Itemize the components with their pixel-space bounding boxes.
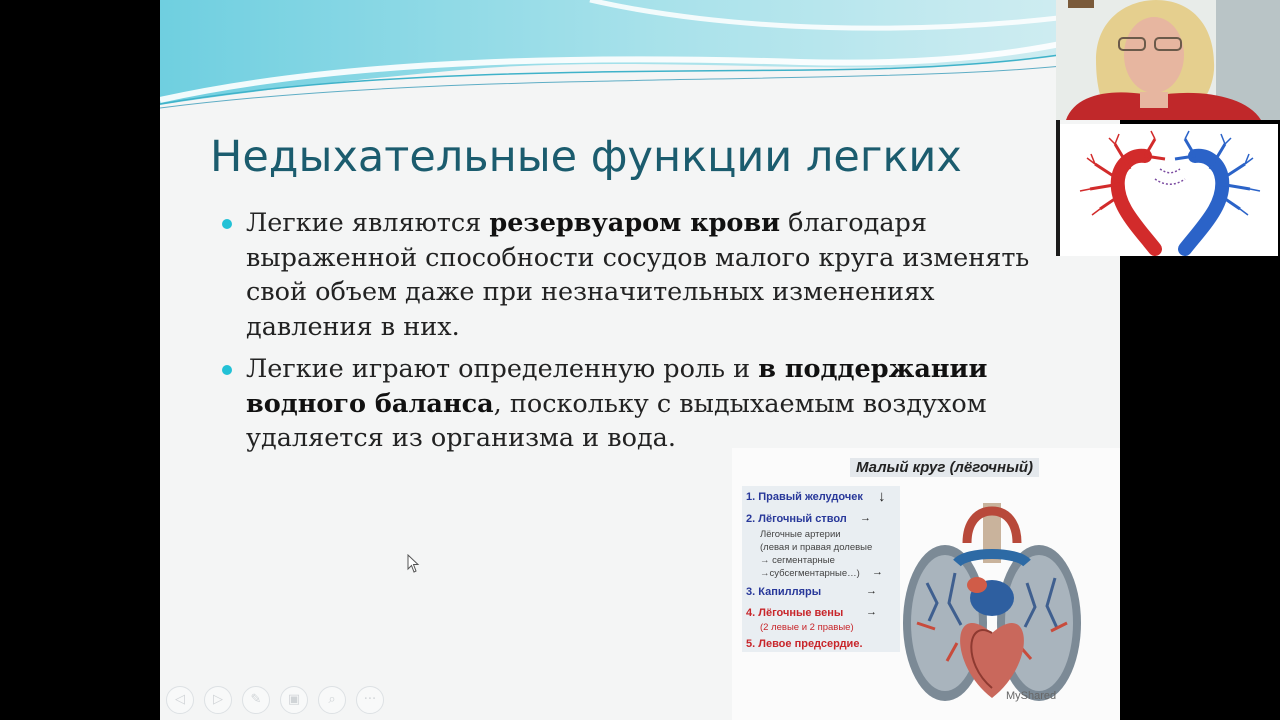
presenter-image bbox=[1056, 0, 1280, 120]
bullet-list bbox=[222, 206, 1042, 464]
vessels-illustration bbox=[1060, 124, 1278, 256]
step-pulmonary-trunk: 2. Лёгочный ствол bbox=[746, 513, 847, 525]
heart-lungs-illustration bbox=[897, 503, 1087, 708]
slides-icon[interactable]: ▣ bbox=[280, 686, 308, 714]
presentation-slide bbox=[160, 0, 1120, 720]
bullet-text: Легкие играют определенную роль и bbox=[246, 354, 759, 384]
slide-title: Недыхательные функции легких bbox=[210, 132, 962, 182]
step-capillaries: 3. Капилляры bbox=[746, 586, 822, 598]
step-detail: →субсегментарные…) bbox=[760, 568, 860, 579]
arrow-right-icon: → bbox=[872, 566, 883, 578]
arrow-right-icon: → bbox=[866, 606, 877, 618]
watermark: MyShared bbox=[1006, 690, 1057, 702]
arrow-right-icon: → bbox=[866, 585, 877, 597]
step-right-ventricle: 1. Правый желудочек bbox=[746, 491, 863, 503]
bullet-text: Легкие являются bbox=[246, 208, 490, 238]
step-detail: → сегментарные bbox=[760, 555, 835, 566]
circulation-steps bbox=[742, 486, 900, 652]
presenter-video bbox=[1056, 0, 1280, 120]
vessels-image bbox=[1060, 124, 1278, 256]
more-icon[interactable]: ··· bbox=[356, 686, 384, 714]
bullet-item bbox=[222, 206, 1042, 344]
header-wave-decoration bbox=[160, 0, 1120, 115]
step-left-atrium: 5. Левое предсердие. bbox=[746, 638, 863, 650]
diagram-title: Малый круг (лёгочный) bbox=[850, 458, 1039, 477]
step-pulmonary-veins: 4. Лёгочные вены bbox=[746, 607, 844, 619]
mouse-pointer-icon bbox=[407, 554, 421, 574]
bullet-text: , поскольку с выдыхаемым воздухом удаляется из организма и вода. bbox=[246, 388, 987, 453]
bullet-text: благодаря выраженной способности сосудов малого круга изменять свой объем даже при незначительных изменениях давления в них. bbox=[246, 208, 1030, 342]
bullet-bold-text: в поддержании водного баланса bbox=[246, 354, 988, 419]
zoom-icon[interactable]: ⌕ bbox=[318, 686, 346, 714]
prev-icon[interactable]: ◁ bbox=[166, 686, 194, 714]
bullet-dot bbox=[222, 365, 232, 375]
bullet-bold-text: резервуаром крови bbox=[489, 208, 781, 238]
bullet-dot bbox=[222, 219, 232, 229]
step-detail: Лёгочные артерии bbox=[760, 529, 841, 540]
bullet-item bbox=[222, 352, 1042, 456]
next-icon[interactable]: ▷ bbox=[204, 686, 232, 714]
arrow-down-icon: ↓ bbox=[878, 488, 886, 505]
step-detail: (левая и правая долевые bbox=[760, 542, 873, 553]
pulmonary-circulation-diagram bbox=[732, 448, 1120, 720]
arrow-right-icon: → bbox=[860, 512, 871, 524]
step-detail: (2 левые и 2 правые) bbox=[760, 622, 854, 633]
pen-icon[interactable]: ✎ bbox=[242, 686, 270, 714]
